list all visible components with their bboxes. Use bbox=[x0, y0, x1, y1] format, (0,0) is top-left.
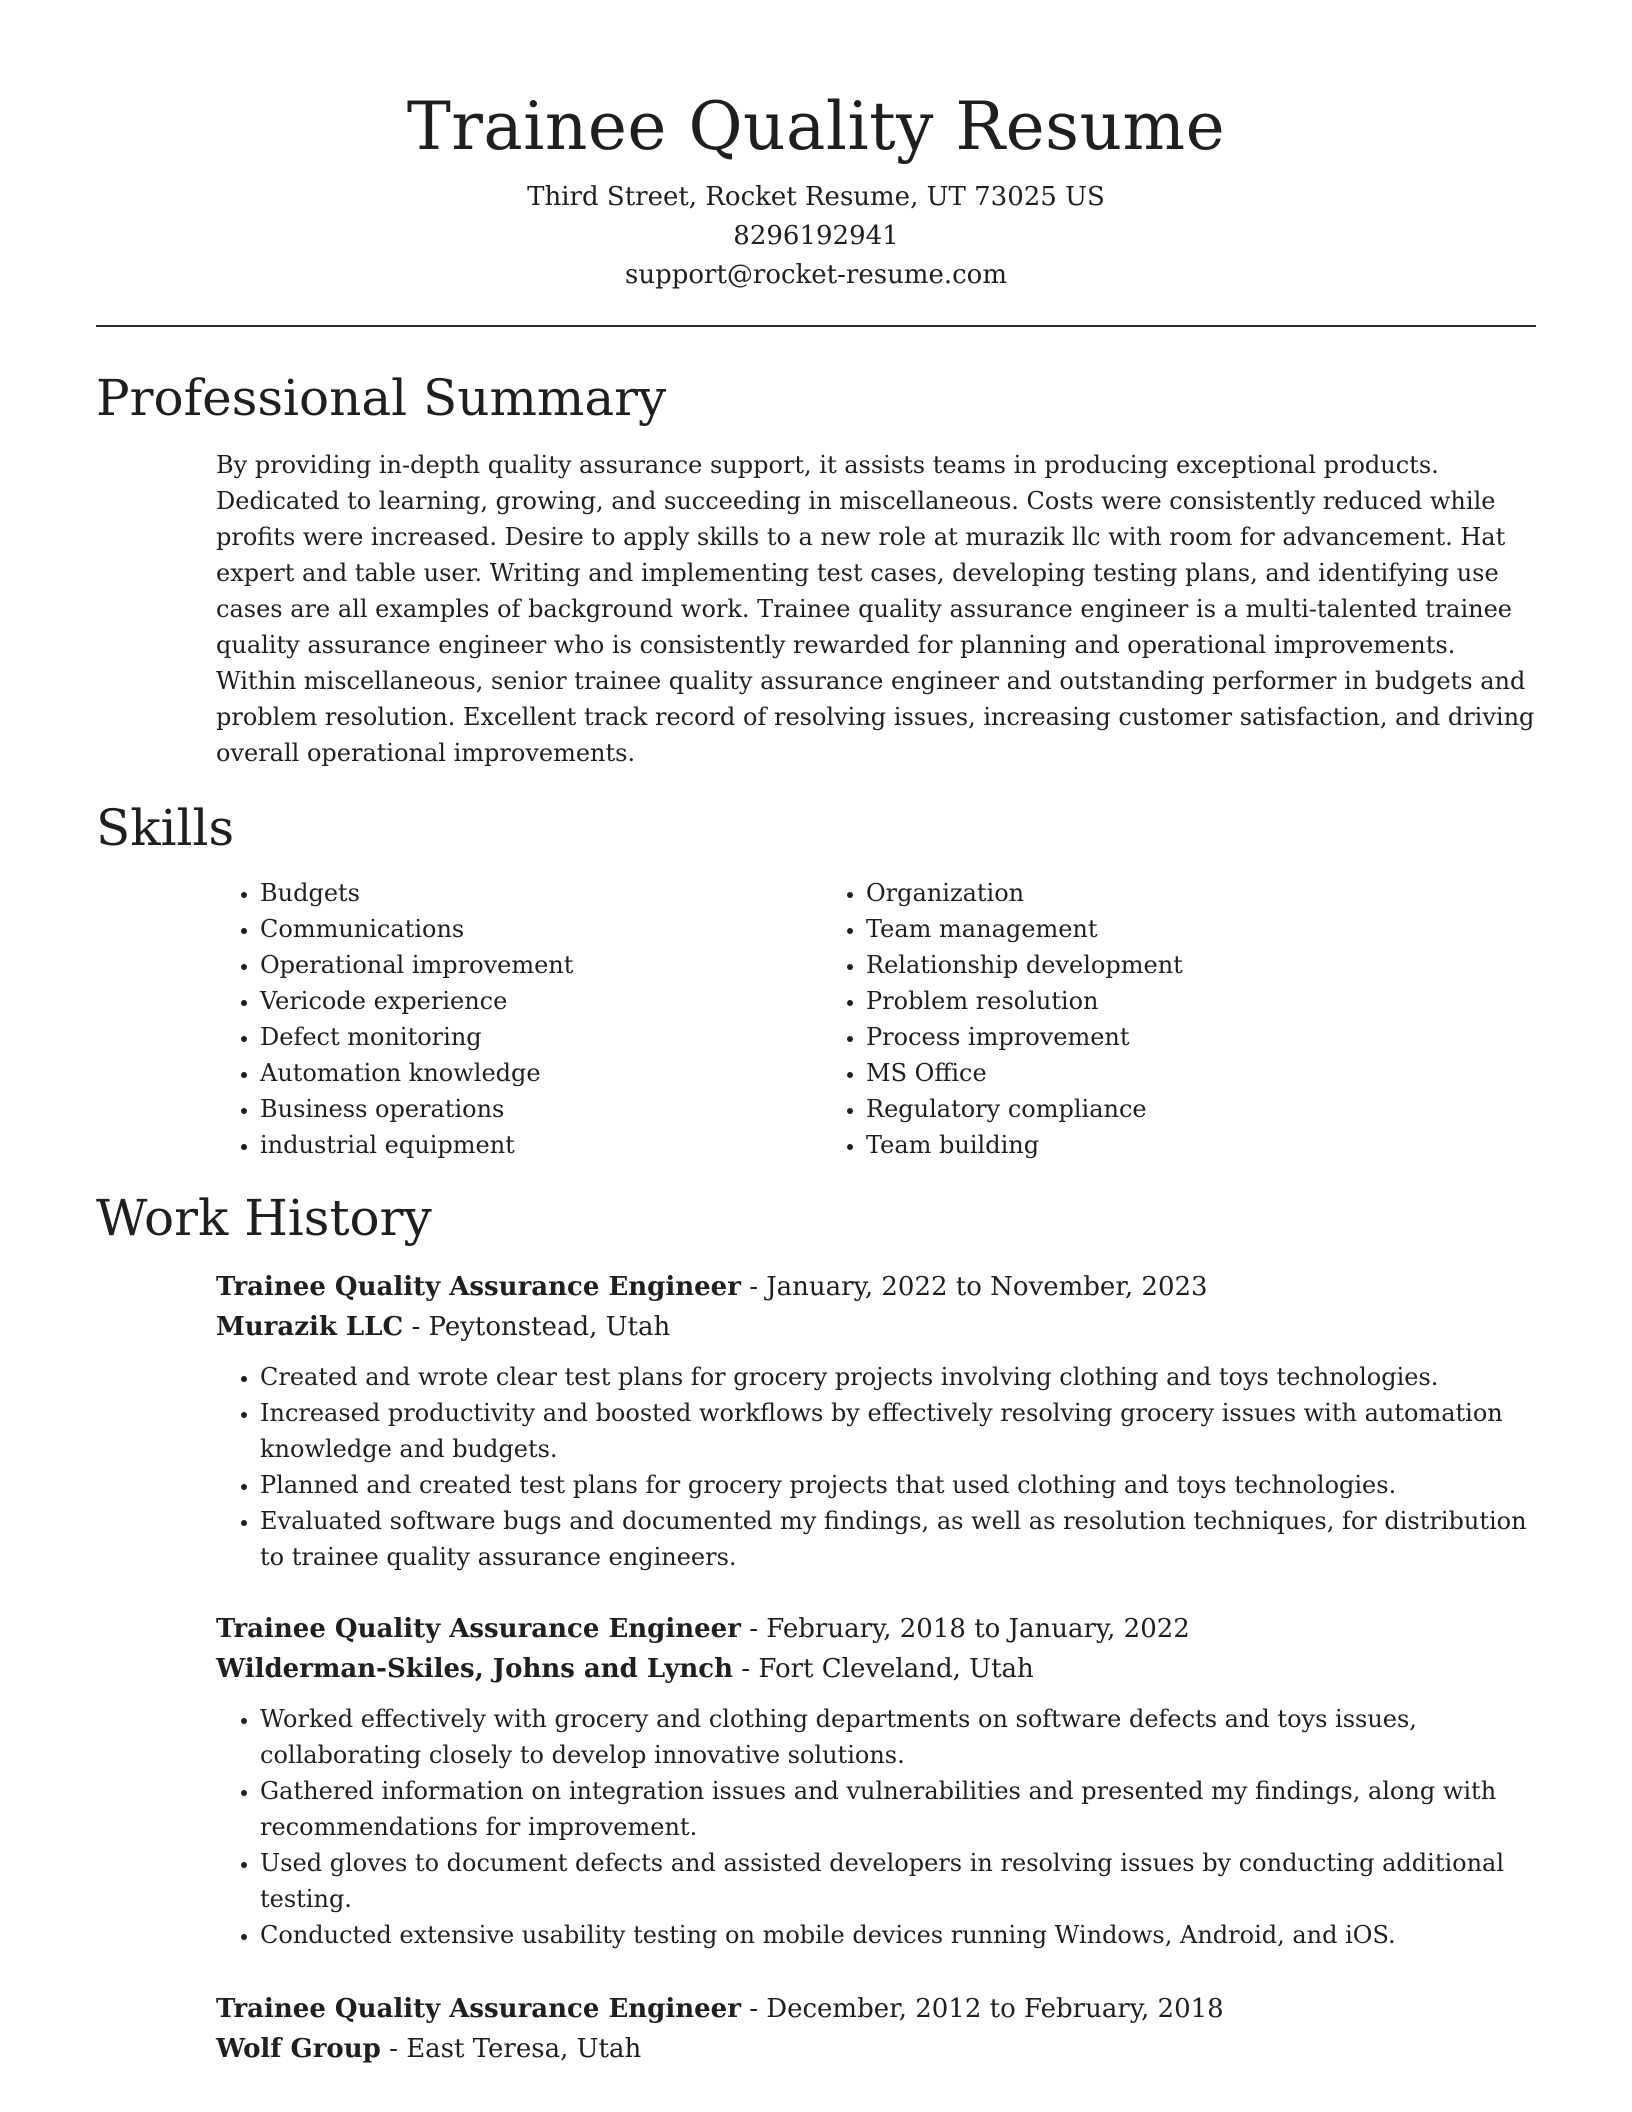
work-entry bbox=[216, 1267, 1536, 1575]
job-company: Murazik LLC bbox=[216, 1312, 404, 1342]
skill-item: • Business operations bbox=[260, 1091, 822, 1127]
section-title-summary: Professional Summary bbox=[96, 369, 667, 427]
job-company-line bbox=[216, 2029, 1536, 2069]
skill-item: • Team building bbox=[866, 1127, 1536, 1163]
work-entry bbox=[216, 1989, 1536, 2069]
job-title-line bbox=[216, 1267, 1536, 1307]
job-role: Trainee Quality Assurance Engineer bbox=[216, 1614, 741, 1644]
contact-phone: 8296192941 bbox=[733, 221, 899, 251]
skills-column-left bbox=[216, 875, 822, 1163]
job-bullet: • Evaluated software bugs and documented my findings, as well as resolution techniques, for distribution to trainee quality assurance engineers. bbox=[260, 1503, 1536, 1575]
skill-item: • industrial equipment bbox=[260, 1127, 822, 1163]
skill-item: • Budgets bbox=[260, 875, 822, 911]
job-company-line bbox=[216, 1649, 1536, 1689]
skill-item: • Regulatory compliance bbox=[866, 1091, 1536, 1127]
contact-email: support@rocket-resume.com bbox=[624, 260, 1007, 290]
job-location: - East Teresa, Utah bbox=[380, 2034, 642, 2064]
skill-item: • Automation knowledge bbox=[260, 1055, 822, 1091]
job-bullet: • Planned and created test plans for grocery projects that used clothing and toys technologies. bbox=[260, 1467, 1536, 1503]
job-dates: - February, 2018 to January, 2022 bbox=[740, 1614, 1190, 1644]
job-dates: - December, 2012 to February, 2018 bbox=[740, 1994, 1224, 2024]
skill-item: • Vericode experience bbox=[260, 983, 822, 1019]
job-bullet: • Worked effectively with grocery and clothing departments on software defects and toys issues, collaborating closely to develop innovative solutions. bbox=[260, 1701, 1536, 1773]
skill-item: • Process improvement bbox=[866, 1019, 1536, 1055]
job-bullet: • Used gloves to document defects and assisted developers in resolving issues by conducting additional testing. bbox=[260, 1845, 1536, 1917]
resume-title: Trainee Quality Resume bbox=[406, 88, 1226, 165]
work-entry bbox=[216, 1609, 1536, 1953]
skills-list bbox=[216, 875, 1536, 1163]
skill-item: • Relationship development bbox=[866, 947, 1536, 983]
job-title-line bbox=[216, 1989, 1536, 2029]
skills-column-right bbox=[822, 875, 1536, 1163]
skill-item: • Problem resolution bbox=[866, 983, 1536, 1019]
job-company: Wolf Group bbox=[216, 2034, 381, 2064]
summary-text: By providing in-depth quality assurance support, it assists teams in producing exceptional products. Dedicated to learning, growing, and succeeding in miscellaneous. Costs were consistently reduced while profits were increased. Desire to apply skills to a new role at murazik llc with room for advancement. Hat expert and table user. Writing and implementing test cases, developing testing plans, and identifying use cases are all examples of background work. Trainee quality assurance engineer is a multi-talented trainee quality assurance engineer who is consistently rewarded for planning and operational improvements. Within miscellaneous, senior trainee quality assurance engineer and outstanding performer in budgets and problem resolution. Excellent track record of resolving issues, increasing customer satisfaction, and driving overall operational improvements. bbox=[216, 451, 1535, 767]
job-role: Trainee Quality Assurance Engineer bbox=[216, 1272, 741, 1302]
job-bullet: • Increased productivity and boosted workflows by effectively resolving grocery issues with automation knowledge and budgets. bbox=[260, 1395, 1536, 1467]
skill-item: • Team management bbox=[866, 911, 1536, 947]
job-location: - Peytonstead, Utah bbox=[403, 1312, 671, 1342]
skill-item: • Organization bbox=[866, 875, 1536, 911]
job-company-line bbox=[216, 1307, 1536, 1347]
job-title-line bbox=[216, 1609, 1536, 1649]
contact-block bbox=[96, 178, 1536, 295]
skill-item: • MS Office bbox=[866, 1055, 1536, 1091]
section-title-work-history: Work History bbox=[96, 1189, 432, 1247]
job-role: Trainee Quality Assurance Engineer bbox=[216, 1994, 741, 2024]
contact-address: Third Street, Rocket Resume, UT 73025 US bbox=[527, 182, 1105, 212]
job-dates: - January, 2022 to November, 2023 bbox=[740, 1272, 1208, 1302]
job-location: - Fort Cleveland, Utah bbox=[733, 1654, 1034, 1684]
job-bullets bbox=[216, 1701, 1536, 1953]
job-bullets bbox=[216, 1359, 1536, 1575]
skill-item: • Communications bbox=[260, 911, 822, 947]
resume-page bbox=[96, 0, 1536, 2069]
job-bullet: • Gathered information on integration issues and vulnerabilities and presented my findings, along with recommendations for improvement. bbox=[260, 1773, 1536, 1845]
header-divider bbox=[96, 325, 1536, 327]
job-bullet: • Created and wrote clear test plans for grocery projects involving clothing and toys technologies. bbox=[260, 1359, 1536, 1395]
section-title-skills: Skills bbox=[96, 799, 235, 857]
job-company: Wilderman-Skiles, Johns and Lynch bbox=[216, 1654, 734, 1684]
job-bullet: • Conducted extensive usability testing on mobile devices running Windows, Android, and iOS. bbox=[260, 1917, 1536, 1953]
skill-item: • Defect monitoring bbox=[260, 1019, 822, 1055]
skill-item: • Operational improvement bbox=[260, 947, 822, 983]
